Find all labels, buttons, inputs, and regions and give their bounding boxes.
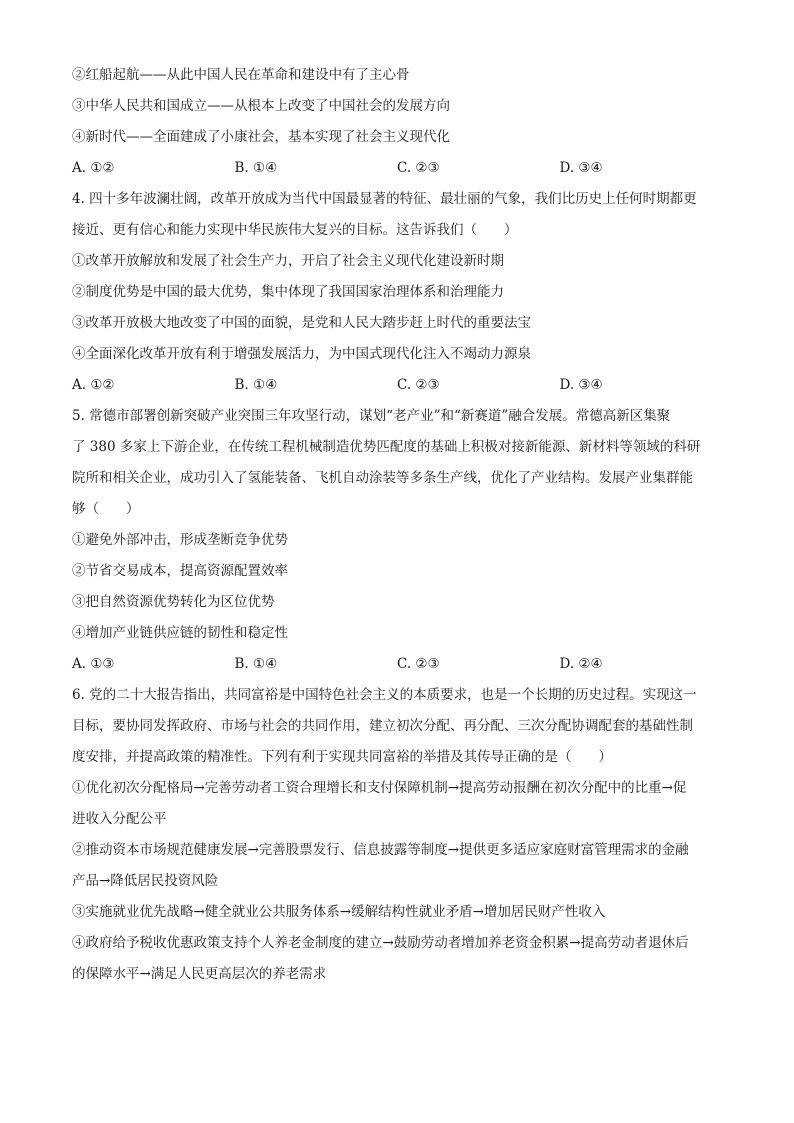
q4-stem-line: 4. 四十多年波澜壮阔，改革开放成为当代中国最显著的特征、最壮丽的气象，我们比历史上任何时期都更 <box>72 191 697 207</box>
q6-item-2-cont: 产品→降低居民投资风险 <box>72 873 219 889</box>
q4-option-c[interactable]: C. ②③ <box>397 377 440 393</box>
q5-option-c[interactable]: C. ②③ <box>397 656 440 672</box>
q3-item-2: ②红船起航——从此中国人民在革命和建设中有了主心骨 <box>72 67 410 83</box>
q6-stem-line: 6. 党的二十大报告指出，共同富裕是中国特色社会主义的本质要求，也是一个长期的历史过程。实现这一 <box>72 687 697 703</box>
question-5 <box>72 401 722 680</box>
q3-item-3: ③中华人民共和国成立——从根本上改变了中国社会的发展方向 <box>72 98 450 114</box>
q3-option-a[interactable]: A. ①② <box>72 160 115 176</box>
q5-options <box>72 649 722 680</box>
q6-stem-line: 目标，要协同发挥政府、市场与社会的共同作用，建立初次分配、再分配、三次分配协调配套的基础性制 <box>72 718 693 734</box>
q4-option-a[interactable]: A. ①② <box>72 377 115 393</box>
q5-option-a[interactable]: A. ①③ <box>72 656 115 672</box>
q4-item-2: ②制度优势是中国的最大优势，集中体现了我国国家治理体系和治理能力 <box>72 284 504 300</box>
q3-option-b[interactable]: B. ①④ <box>234 160 278 176</box>
q5-option-d[interactable]: D. ②④ <box>559 656 603 672</box>
q6-item-2: ②推动资本市场规范健康发展→完善股票发行、信息披露等制度→提供更多适应家庭财富管理需求的金融 <box>72 842 689 858</box>
q5-item-3: ③把自然资源优势转化为区位优势 <box>72 594 275 610</box>
q6-item-3: ③实施就业优先战略→健全就业公共服务体系→缓解结构性就业矛盾→增加居民财产性收入 <box>72 904 606 920</box>
q6-item-1: ①优化初次分配格局→完善劳动者工资合理增长和支付保障机制→提高劳动报酬在初次分配中的比重→促 <box>72 780 687 796</box>
q6-stem-line: 度安排，并提高政策的精准性。下列有利于实现共同富裕的举措及其传导正确的是（ ） <box>72 749 612 765</box>
question-6 <box>72 680 722 990</box>
q6-item-1-cont: 进收入分配公平 <box>72 811 167 827</box>
q6-item-4: ④政府给予税收优惠政策支持个人养老金制度的建立→鼓励劳动者增加养老资金积累→提高劳动者退休后 <box>72 935 689 951</box>
q3-option-d[interactable]: D. ③④ <box>559 160 603 176</box>
q5-stem-line: 够（ ） <box>72 501 140 517</box>
q5-item-2: ②节省交易成本，提高资源配置效率 <box>72 563 288 579</box>
q4-option-d[interactable]: D. ③④ <box>559 377 603 393</box>
q4-option-b[interactable]: B. ①④ <box>234 377 278 393</box>
q3-options <box>72 153 722 184</box>
exam-page <box>72 60 722 990</box>
q6-item-4-cont: 的保障水平→满足人民更高层次的养老需求 <box>72 966 327 982</box>
q5-stem-line: 院所和相关企业，成功引入了氢能装备、飞机自动涂装等多条生产线，优化了产业结构。发展产业集群能 <box>72 470 693 486</box>
q5-option-b[interactable]: B. ①④ <box>234 656 278 672</box>
question-4 <box>72 184 722 401</box>
q5-item-1: ①避免外部冲击，形成垄断竞争优势 <box>72 532 288 548</box>
q3-item-4: ④新时代——全面建成了小康社会，基本实现了社会主义现代化 <box>72 129 450 145</box>
q4-stem-line: 接近、更有信心和能力实现中华民族伟大复兴的目标。这告诉我们（ ） <box>72 222 518 238</box>
q5-stem-line: 5. 常德市部署创新突破产业突围三年攻坚行动，谋划“老产业”和“新赛道”融合发展。常德高新区集聚 <box>72 408 671 424</box>
q3-option-c[interactable]: C. ②③ <box>397 160 440 176</box>
q5-stem-line: 了 380 多家上下游企业，在传统工程机械制造优势匹配度的基础上积极对接新能源、新材料等领域的科研 <box>72 439 701 455</box>
question-3-tail <box>72 60 722 184</box>
q4-item-1: ①改革开放解放和发展了社会生产力，开启了社会主义现代化建设新时期 <box>72 253 504 269</box>
q5-item-4: ④增加产业链供应链的韧性和稳定性 <box>72 625 288 641</box>
q4-item-4: ④全面深化改革开放有利于增强发展活力，为中国式现代化注入不竭动力源泉 <box>72 346 531 362</box>
q4-item-3: ③改革开放极大地改变了中国的面貌，是党和人民大踏步赶上时代的重要法宝 <box>72 315 531 331</box>
q4-options <box>72 370 722 401</box>
